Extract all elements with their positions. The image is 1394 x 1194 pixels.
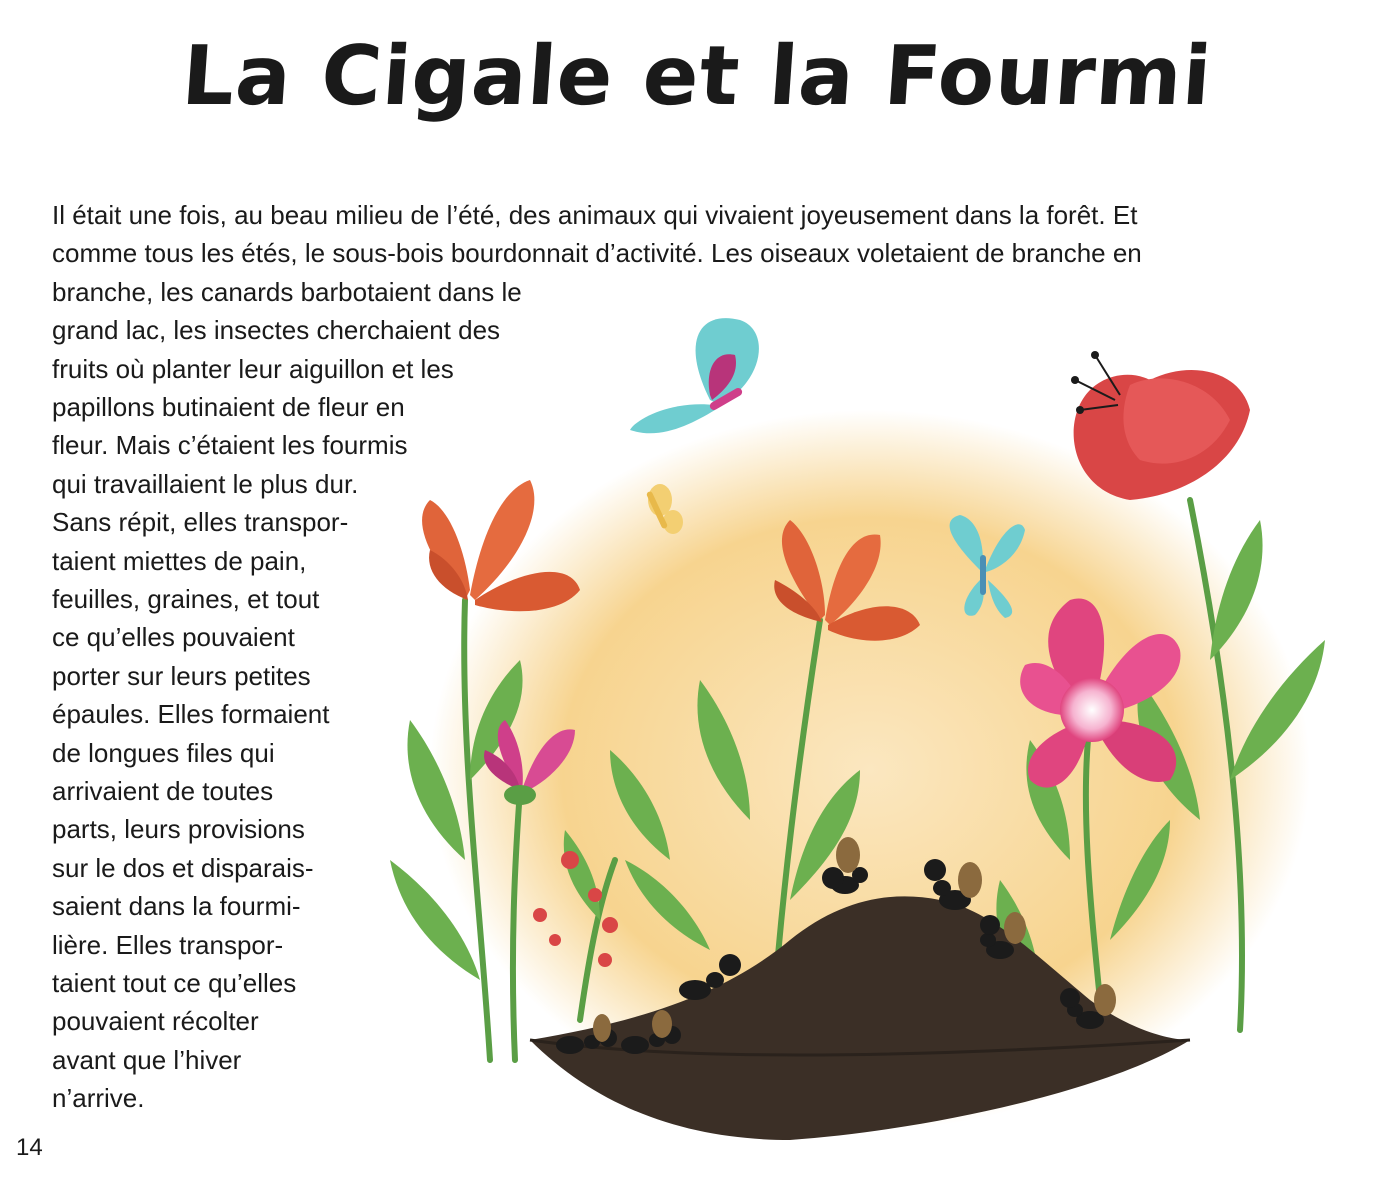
story-line: comme tous les étés, le sous-bois bourdonnait d’activité. Les oiseaux voletaient de branche en [52, 238, 1142, 269]
story-line: papillons butinaient de fleur en [52, 392, 405, 422]
story-line: saient dans la fourmi- [52, 891, 301, 922]
story-line: porter sur leurs petites [52, 660, 311, 691]
story-line: avant que l’hiver [52, 1044, 242, 1075]
story-line: Sans répit, elles transpor- [52, 507, 349, 538]
story-line: grand lac, les insectes cherchaient des [52, 315, 501, 346]
story-line: de longues files qui [52, 737, 275, 768]
story-line: n’arrive. [52, 1083, 145, 1114]
story-line: taient miettes de pain, [52, 545, 307, 576]
red-poppy [1071, 351, 1250, 500]
story-line: fleur. Mais c’étaient les fourmis [52, 430, 408, 461]
story-line: parts, leurs provisions [52, 814, 305, 845]
butterfly-blue-large [630, 318, 759, 433]
story-line: pouvaient récolter [52, 1006, 259, 1037]
story-line: branche, les canards barbotaient dans le [52, 276, 522, 307]
story-line: fruits où planter leur aiguillon et les [52, 353, 454, 384]
story-line: épaules. Elles formaient [52, 699, 330, 730]
story-line: sur le dos et disparais- [52, 852, 314, 883]
story-line: Il était une fois, au beau milieu de l’été, des animaux qui vivaient joyeusement dans la forêt. Et [52, 200, 1138, 230]
page-number: 14 [16, 1134, 43, 1161]
story-line: feuilles, graines, et tout [52, 584, 320, 614]
story-line: lière. Elles transpor- [52, 929, 284, 960]
story-line: taient tout ce qu’elles [52, 968, 297, 998]
story-line: arrivaient de toutes [52, 776, 274, 806]
illustration-anthill [370, 300, 1360, 1180]
page-title: La Cigale et la Fourmi [178, 29, 1216, 124]
story-line: qui travaillaient le plus dur. [52, 468, 359, 499]
story-line: ce qu’elles pouvaient [52, 622, 295, 653]
